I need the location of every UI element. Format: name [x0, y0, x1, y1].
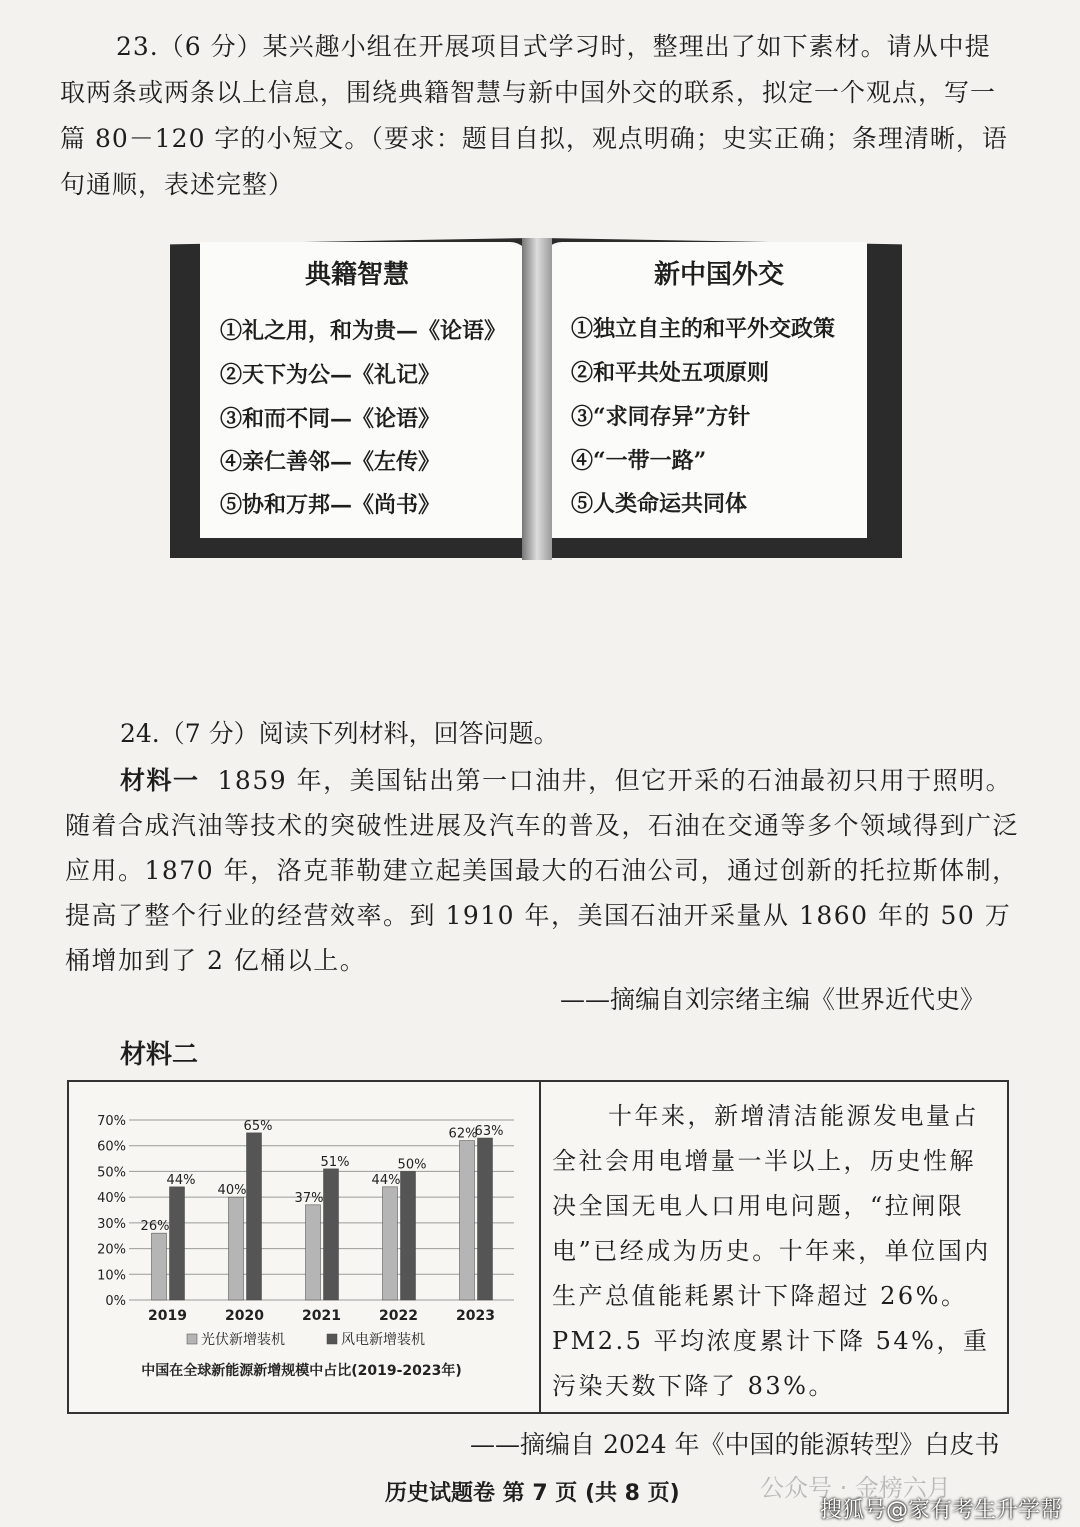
bar-value-label: 63%	[474, 1124, 504, 1139]
bar-solar	[229, 1197, 244, 1300]
right-page-title: 新中国外交	[654, 260, 785, 290]
x-tick-label: 2021	[302, 1308, 341, 1324]
question-23	[60, 24, 1020, 208]
y-tick-label: 70%	[97, 1114, 126, 1129]
material-1-source: ——摘编自刘宗绪主编《世界近代史》	[560, 985, 986, 1014]
legend-label: 光伏新增装机	[201, 1332, 285, 1348]
right-item: ①独立自主的和平外交政策	[571, 316, 836, 342]
material-2-text-rest: 全社会用电增量一半以上，历史性解决全国无电人口用电问题，“拉闸限电”已经成为历史。十年来，单位国内生产总值能耗累计下降超过 26%。PM2.5 平均浓度累计下降 54%，重污染天数下降了 83%。	[552, 1147, 991, 1400]
bar-solar	[460, 1141, 475, 1300]
bar-value-label: 26%	[140, 1219, 170, 1235]
bar-value-label: 44%	[166, 1172, 196, 1188]
left-item: ③和而不同—《论语》	[220, 406, 441, 432]
material-2-text-first: 十年来，新增清洁能源发电量占	[608, 1102, 979, 1130]
bar-value-label: 40%	[217, 1183, 247, 1199]
y-tick-label: 30%	[97, 1216, 126, 1232]
legend-swatch	[187, 1334, 197, 1344]
bar-wind	[401, 1171, 416, 1300]
book-spine	[522, 238, 552, 560]
y-tick-label: 20%	[97, 1242, 126, 1258]
x-tick-label: 2022	[379, 1308, 418, 1324]
y-tick-label: 50%	[97, 1165, 126, 1181]
material-1-text: 1859 年，美国钻出第一口油井，但它开采的石油最初只用于照明。随着合成汽油等技术的突破性进展及汽车的普及，石油在交通等多个领域得到广泛应用。1870 年，洛克菲勒建立起美国最大的石油公司，通过创新的托拉斯体制，提高了整个行业的经营效率。到 1910 年，美国石油开采量从 1860 年的 50 万桶增加到了 2 亿桶以上。	[65, 766, 1020, 975]
bar-value-label: 62%	[448, 1126, 478, 1142]
legend-label: 风电新增装机	[341, 1332, 425, 1348]
x-tick-label: 2020	[225, 1308, 264, 1324]
material-2-label: 材料二	[120, 1040, 199, 1070]
right-item: ④“一带一路”	[571, 448, 707, 474]
material-2-source: ——摘编自 2024 年《中国的能源转型》白皮书	[470, 1430, 1000, 1459]
left-item: ②天下为公—《礼记》	[220, 362, 441, 388]
bar-value-label: 65%	[243, 1118, 273, 1134]
material-2-box	[67, 1080, 1009, 1414]
left-item: ⑤协和万邦—《尚书》	[220, 492, 441, 518]
watermark: 公众号 · 金榜六月	[760, 1474, 951, 1502]
x-tick-label: 2019	[148, 1308, 187, 1324]
left-page-title: 典籍智慧	[305, 260, 410, 290]
page-footer: 历史试题卷 第 7 页 (共 8 页)	[385, 1481, 680, 1506]
bar-value-label: 51%	[320, 1154, 350, 1170]
bar-value-label: 44%	[371, 1172, 401, 1188]
book-illustration	[170, 238, 902, 558]
source-tag: 搜狐号@家有考生升学帮	[820, 1498, 1063, 1523]
x-tick-label: 2023	[456, 1308, 495, 1324]
material-1	[65, 758, 1020, 983]
energy-bar-chart	[69, 1082, 539, 1412]
material-2-text	[552, 1094, 1000, 1409]
right-item: ⑤人类命运共同体	[571, 491, 748, 517]
y-tick-label: 40%	[97, 1191, 126, 1207]
bar-value-label: 50%	[397, 1157, 427, 1173]
q23-line1: 23.（6 分）某兴趣小组在开展项目式学习时，整理出了如下素材。请从中提	[116, 32, 991, 61]
bar-solar	[383, 1187, 398, 1300]
y-tick-label: 10%	[97, 1268, 126, 1284]
chart-title: 中国在全球新能源新增规模中占比(2019-2023年)	[141, 1363, 462, 1379]
legend-swatch	[327, 1334, 337, 1344]
q23-body: 取两条或两条以上信息，围绕典籍智慧与新中国外交的联系，拟定一个观点，写一篇 80－120 字的小短文。（要求：题目自拟，观点明确；史实正确；条理清晰，语句通顺，表述完整）	[60, 78, 1008, 199]
right-item: ③“求同存异”方针	[571, 404, 751, 430]
left-item: ①礼之用，和为贵—《论语》	[220, 318, 507, 344]
bar-solar	[152, 1233, 167, 1300]
bar-value-label: 37%	[294, 1190, 324, 1206]
y-tick-label: 60%	[97, 1139, 126, 1155]
material-1-label: 材料一	[120, 766, 200, 795]
bar-solar	[306, 1205, 321, 1300]
question-24	[65, 712, 1020, 983]
left-item: ④亲仁善邻—《左传》	[220, 449, 441, 475]
material-2-divider	[539, 1082, 541, 1412]
q24-heading: 24.（7 分）阅读下列材料，回答问题。	[120, 719, 559, 748]
right-item: ②和平共处五项原则	[571, 360, 770, 386]
y-tick-label: 0%	[105, 1294, 126, 1309]
bar-wind	[247, 1133, 262, 1300]
bar-wind	[324, 1169, 339, 1300]
bar-wind	[170, 1187, 185, 1300]
bar-wind	[478, 1138, 493, 1300]
